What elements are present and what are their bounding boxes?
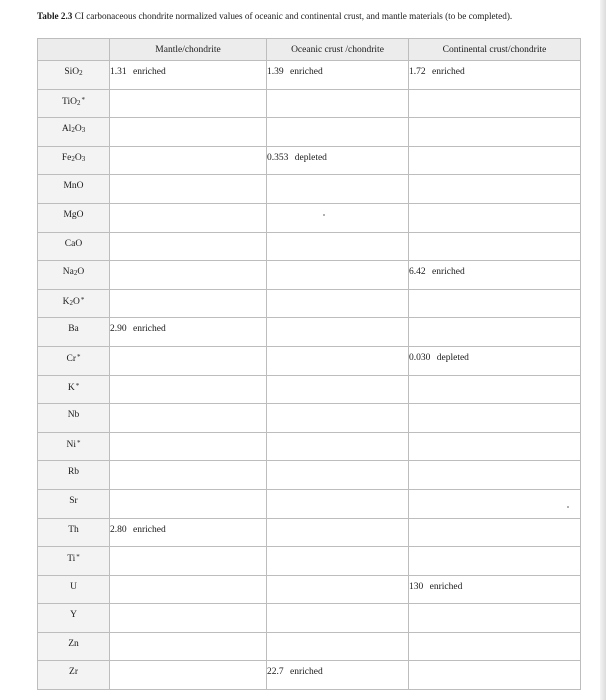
row-label-sym: Ti (67, 554, 76, 565)
table-row (38, 346, 581, 375)
cell-continental[interactable] (409, 604, 581, 633)
cell-mantle[interactable] (110, 318, 267, 347)
row-label-cell (38, 404, 110, 433)
row-label-asterisk: * (75, 381, 80, 390)
cell-continental[interactable] (409, 461, 581, 490)
cell-mantle[interactable] (110, 146, 267, 175)
cell-continental[interactable] (409, 575, 581, 604)
cell-mantle[interactable] (110, 232, 267, 261)
cell-continental[interactable] (409, 346, 581, 375)
table-row (38, 632, 581, 661)
row-label-asterisk: * (77, 438, 81, 447)
cell-value: 1.31 (110, 67, 127, 77)
row-label-sym: Zn (68, 638, 79, 649)
row-label-sym: Ni (66, 439, 76, 450)
cell-oceanic[interactable] (267, 461, 409, 490)
row-label-sym2: O (74, 152, 82, 163)
cell-mantle[interactable] (110, 289, 267, 318)
row-label-cell (38, 575, 110, 604)
table-row (38, 261, 581, 290)
caption-text: CI carbonaceous chondrite normalized values of oceanic and continental crust, and mantle materials (to be completed). (72, 11, 513, 21)
row-label-sym: Nb (67, 410, 80, 421)
cell-continental[interactable] (409, 661, 581, 690)
cell-mantle[interactable] (110, 346, 267, 375)
row-label-cell (38, 632, 110, 661)
cell-oceanic[interactable] (267, 61, 409, 90)
cell-oceanic[interactable] (267, 547, 409, 576)
cell-oceanic[interactable] (267, 289, 409, 318)
cell-mantle[interactable] (110, 461, 267, 490)
cell-continental[interactable] (409, 232, 581, 261)
row-label-sym: Y (70, 610, 77, 621)
row-label-cell (38, 89, 110, 118)
cell-value: 1.39 (267, 67, 284, 77)
row-label-sym: Fe (61, 152, 72, 163)
cell-mantle[interactable] (110, 261, 267, 290)
row-label-sym: K (67, 382, 75, 393)
cell-mantle[interactable] (110, 632, 267, 661)
row-label-cell (38, 203, 110, 232)
scan-dot (323, 214, 325, 216)
table-row (38, 661, 581, 690)
cell-mantle[interactable] (110, 203, 267, 232)
table-row (38, 61, 581, 90)
element-ratio-table (37, 38, 581, 690)
cell-continental[interactable] (409, 318, 581, 347)
cell-trend: enriched (133, 524, 166, 535)
row-label-cell (38, 346, 110, 375)
cell-oceanic[interactable] (267, 232, 409, 261)
row-label-sym: TiO (62, 96, 77, 107)
cell-value: 0.030 (409, 352, 431, 363)
row-label-asterisk: * (80, 295, 85, 304)
cell-oceanic[interactable] (267, 346, 409, 375)
cell-continental[interactable] (409, 547, 581, 576)
page-edge-shadow (600, 0, 606, 700)
row-label-sub: 2 (69, 298, 73, 307)
table-row (38, 575, 581, 604)
row-label-sym2: O (74, 124, 82, 135)
cell-mantle[interactable] (110, 175, 267, 204)
cell-mantle[interactable] (110, 547, 267, 576)
cell-trend: enriched (133, 67, 166, 77)
cell-mantle[interactable] (110, 61, 267, 90)
cell-oceanic[interactable] (267, 404, 409, 433)
row-label-sym: MnO (63, 181, 84, 192)
row-label-cell (38, 661, 110, 690)
row-label-sym: U (70, 581, 77, 592)
cell-continental[interactable] (409, 89, 581, 118)
table-row (38, 318, 581, 347)
cell-continental[interactable] (409, 146, 581, 175)
table-header-row (38, 39, 581, 61)
header-oceanic: Oceanic crust /chondrite (267, 39, 409, 61)
row-label-sub: 2 (71, 154, 75, 163)
cell-oceanic[interactable] (267, 203, 409, 232)
cell-oceanic[interactable] (267, 146, 409, 175)
cell-mantle[interactable] (110, 404, 267, 433)
cell-continental[interactable] (409, 375, 581, 404)
row-label-sym: MgO (63, 209, 84, 220)
cell-oceanic[interactable] (267, 261, 409, 290)
cell-continental[interactable] (409, 632, 581, 661)
cell-oceanic[interactable] (267, 632, 409, 661)
row-label-cell (38, 432, 110, 461)
cell-continental[interactable] (409, 289, 581, 318)
row-label-sub2: 3 (81, 126, 86, 135)
cell-mantle[interactable] (110, 118, 267, 147)
row-label-sym: K (62, 296, 70, 307)
header-corner (38, 39, 110, 61)
cell-mantle[interactable] (110, 661, 267, 690)
cell-continental[interactable] (409, 261, 581, 290)
cell-mantle[interactable] (110, 89, 267, 118)
row-label-cell (38, 375, 110, 404)
cell-continental[interactable] (409, 118, 581, 147)
cell-oceanic[interactable] (267, 432, 409, 461)
cell-continental[interactable] (409, 489, 581, 518)
row-label-cell (38, 518, 110, 547)
table-body (38, 61, 581, 690)
cell-continental[interactable] (409, 432, 581, 461)
table-row (38, 175, 581, 204)
cell-mantle[interactable] (110, 432, 267, 461)
table-row (38, 89, 581, 118)
row-label-sub: 2 (76, 98, 81, 107)
row-label-sym: Rb (67, 467, 80, 478)
scan-dot (567, 506, 569, 508)
table-row (38, 289, 581, 318)
cell-value: 1.72 (409, 67, 426, 77)
row-label-cell (38, 175, 110, 204)
row-label-cell (38, 118, 110, 147)
row-label-cell (38, 547, 110, 576)
row-label-sym: Zr (69, 667, 78, 678)
row-label-sym2: O (73, 296, 80, 307)
row-label-asterisk: * (77, 352, 81, 361)
header-continental: Continental crust/chondrite (409, 39, 581, 61)
row-label-cell (38, 61, 110, 90)
cell-mantle[interactable] (110, 575, 267, 604)
cell-value: 6.42 (409, 267, 426, 278)
cell-oceanic[interactable] (267, 661, 409, 690)
row-label-cell (38, 604, 110, 633)
table-row (38, 489, 581, 518)
row-label-asterisk: * (76, 553, 80, 562)
row-label-sym: Al (61, 124, 72, 135)
row-label-cell (38, 146, 110, 175)
table-row (38, 604, 581, 633)
cell-continental[interactable] (409, 404, 581, 433)
row-label-sub: 2 (71, 126, 75, 135)
cell-oceanic[interactable] (267, 575, 409, 604)
cell-value: 2.90 (110, 324, 127, 335)
cell-trend: enriched (290, 667, 323, 678)
cell-continental[interactable] (409, 61, 581, 90)
row-label-cell (38, 318, 110, 347)
cell-trend: depleted (436, 352, 469, 363)
cell-mantle[interactable] (110, 604, 267, 633)
table-caption (37, 10, 557, 22)
cell-oceanic[interactable] (267, 89, 409, 118)
row-label-sym: Sr (69, 495, 78, 506)
cell-value: 2.80 (110, 524, 127, 535)
header-mantle: Mantle/chondrite (110, 39, 267, 61)
table-row (38, 375, 581, 404)
cell-trend: enriched (432, 267, 465, 278)
cell-trend: enriched (290, 67, 323, 77)
row-label-sym: CaO (64, 238, 83, 249)
row-label-sym2: O (77, 267, 85, 278)
row-label-sub: 2 (73, 269, 78, 278)
table-row (38, 203, 581, 232)
table-row (38, 547, 581, 576)
cell-trend: enriched (133, 324, 166, 335)
row-label-asterisk: * (81, 95, 85, 104)
cell-continental[interactable] (409, 175, 581, 204)
cell-continental[interactable] (409, 518, 581, 547)
cell-value: 0.353 (267, 152, 289, 163)
cell-oceanic[interactable] (267, 489, 409, 518)
cell-oceanic[interactable] (267, 518, 409, 547)
cell-value: 130 (409, 581, 424, 592)
row-label-cell (38, 461, 110, 490)
table-row (38, 232, 581, 261)
cell-oceanic[interactable] (267, 118, 409, 147)
cell-continental[interactable] (409, 203, 581, 232)
row-label-sym: Th (68, 524, 79, 535)
cell-mantle[interactable] (110, 489, 267, 518)
table-row (38, 461, 581, 490)
row-label-sym: Na (62, 267, 74, 278)
row-label-sym: Cr (66, 353, 76, 364)
table-row (38, 404, 581, 433)
caption-label: Table 2.3 (37, 11, 73, 21)
cell-oceanic[interactable] (267, 375, 409, 404)
row-label-sub2: 3 (81, 154, 86, 163)
cell-trend: enriched (429, 581, 463, 592)
row-label-sym: Ba (68, 324, 79, 335)
row-label-sym: SiO (64, 67, 80, 77)
cell-oceanic[interactable] (267, 318, 409, 347)
table-row (38, 518, 581, 547)
cell-mantle[interactable] (110, 518, 267, 547)
cell-oceanic[interactable] (267, 604, 409, 633)
cell-oceanic[interactable] (267, 175, 409, 204)
cell-trend: enriched (432, 67, 465, 77)
row-label-cell (38, 289, 110, 318)
row-label-cell (38, 489, 110, 518)
row-label-cell (38, 232, 110, 261)
cell-value: 22.7 (267, 667, 284, 678)
row-label-sub: 2 (79, 69, 83, 77)
cell-mantle[interactable] (110, 375, 267, 404)
cell-trend: depleted (294, 152, 327, 163)
table-row (38, 146, 581, 175)
table-row (38, 118, 581, 147)
row-label-cell (38, 261, 110, 290)
table-row (38, 432, 581, 461)
